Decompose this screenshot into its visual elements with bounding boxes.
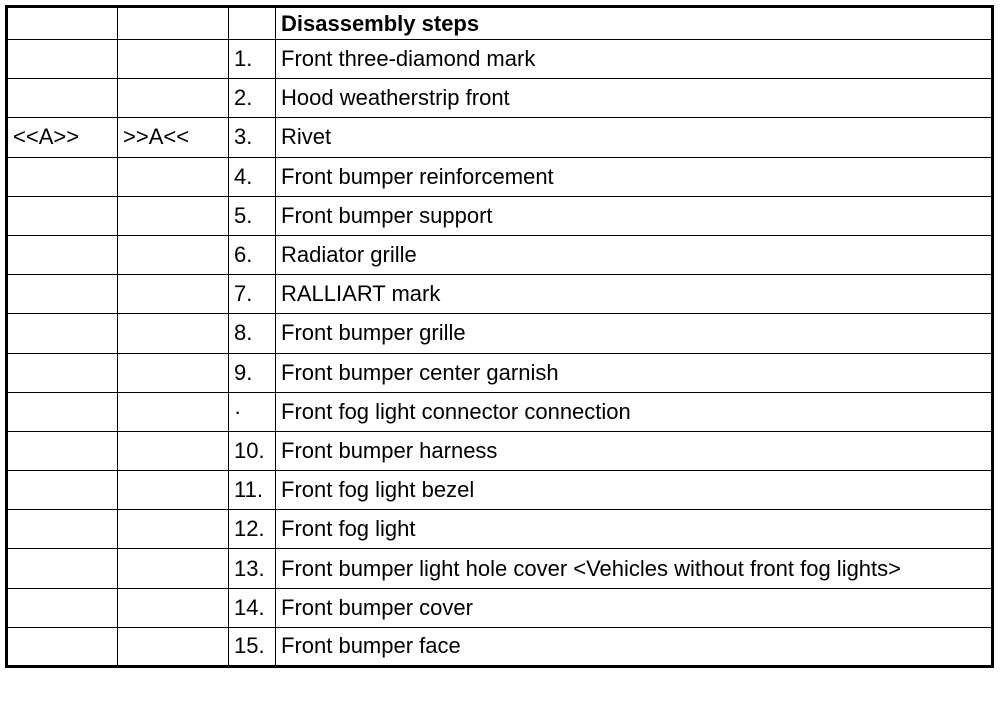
- header-removal-cell: [7, 7, 118, 40]
- table-row: [7, 510, 993, 549]
- table-row: [7, 431, 993, 470]
- removal-service-point-cell: [7, 392, 118, 431]
- step-number-cell: 10.: [229, 431, 276, 470]
- step-name-cell: Front bumper grille: [276, 314, 993, 353]
- header-installation-cell: [118, 7, 229, 40]
- step-number-cell: ·: [229, 392, 276, 431]
- step-name-cell: Front fog light: [276, 510, 993, 549]
- step-name-cell: Front bumper light hole cover <Vehicles without front fog lights>: [276, 549, 993, 588]
- removal-service-point-cell: [7, 549, 118, 588]
- installation-service-point-cell: [118, 431, 229, 470]
- table-row: [7, 79, 993, 118]
- step-number-cell: 15.: [229, 627, 276, 666]
- removal-service-point-cell: [7, 431, 118, 470]
- removal-service-point-cell: [7, 275, 118, 314]
- table-row: [7, 471, 993, 510]
- step-number-cell: 8.: [229, 314, 276, 353]
- removal-service-point-cell: [7, 510, 118, 549]
- installation-service-point-cell: [118, 196, 229, 235]
- disassembly-steps-table: [5, 5, 994, 668]
- step-name-cell: Front fog light connector connection: [276, 392, 993, 431]
- table-row: [7, 588, 993, 627]
- step-name-cell: Front bumper cover: [276, 588, 993, 627]
- removal-service-point-cell: [7, 627, 118, 666]
- installation-service-point-cell: [118, 353, 229, 392]
- step-number-cell: 6.: [229, 235, 276, 274]
- removal-service-point-cell: [7, 235, 118, 274]
- step-name-cell: Front fog light bezel: [276, 471, 993, 510]
- table-row: [7, 40, 993, 79]
- installation-service-point-cell: [118, 588, 229, 627]
- table-row: [7, 275, 993, 314]
- removal-service-point-cell: [7, 157, 118, 196]
- removal-service-point-cell: [7, 40, 118, 79]
- table-row: [7, 196, 993, 235]
- table-row: [7, 157, 993, 196]
- removal-service-point-cell: [7, 196, 118, 235]
- step-name-cell: Hood weatherstrip front: [276, 79, 993, 118]
- step-name-cell: Front bumper reinforcement: [276, 157, 993, 196]
- removal-service-point-cell: [7, 588, 118, 627]
- installation-service-point-cell: >>A<<: [118, 118, 229, 157]
- installation-service-point-cell: [118, 392, 229, 431]
- step-number-cell: 9.: [229, 353, 276, 392]
- step-number-cell: 12.: [229, 510, 276, 549]
- step-name-cell: Front bumper harness: [276, 431, 993, 470]
- table-row: [7, 314, 993, 353]
- step-name-cell: Front bumper support: [276, 196, 993, 235]
- removal-service-point-cell: <<A>>: [7, 118, 118, 157]
- step-name-cell: Front bumper face: [276, 627, 993, 666]
- table-header-row: [7, 7, 993, 40]
- installation-service-point-cell: [118, 314, 229, 353]
- step-number-cell: 14.: [229, 588, 276, 627]
- removal-service-point-cell: [7, 314, 118, 353]
- removal-service-point-cell: [7, 353, 118, 392]
- header-title: Disassembly steps: [276, 7, 993, 40]
- table-row: [7, 235, 993, 274]
- step-number-cell: 7.: [229, 275, 276, 314]
- table-row: [7, 549, 993, 588]
- step-number-cell: 5.: [229, 196, 276, 235]
- installation-service-point-cell: [118, 40, 229, 79]
- step-name-cell: Radiator grille: [276, 235, 993, 274]
- table-row: [7, 353, 993, 392]
- installation-service-point-cell: [118, 275, 229, 314]
- step-number-cell: 3.: [229, 118, 276, 157]
- installation-service-point-cell: [118, 235, 229, 274]
- step-number-cell: 1.: [229, 40, 276, 79]
- step-number-cell: 2.: [229, 79, 276, 118]
- installation-service-point-cell: [118, 157, 229, 196]
- installation-service-point-cell: [118, 627, 229, 666]
- step-name-cell: Front three-diamond mark: [276, 40, 993, 79]
- header-number-cell: [229, 7, 276, 40]
- step-name-cell: Front bumper center garnish: [276, 353, 993, 392]
- table-row: [7, 392, 993, 431]
- installation-service-point-cell: [118, 549, 229, 588]
- installation-service-point-cell: [118, 79, 229, 118]
- table-body: [7, 7, 993, 667]
- table-row: [7, 118, 993, 157]
- step-name-cell: RALLIART mark: [276, 275, 993, 314]
- installation-service-point-cell: [118, 510, 229, 549]
- step-number-cell: 11.: [229, 471, 276, 510]
- table-row: [7, 627, 993, 666]
- step-number-cell: 13.: [229, 549, 276, 588]
- removal-service-point-cell: [7, 79, 118, 118]
- step-number-cell: 4.: [229, 157, 276, 196]
- installation-service-point-cell: [118, 471, 229, 510]
- step-name-cell: Rivet: [276, 118, 993, 157]
- removal-service-point-cell: [7, 471, 118, 510]
